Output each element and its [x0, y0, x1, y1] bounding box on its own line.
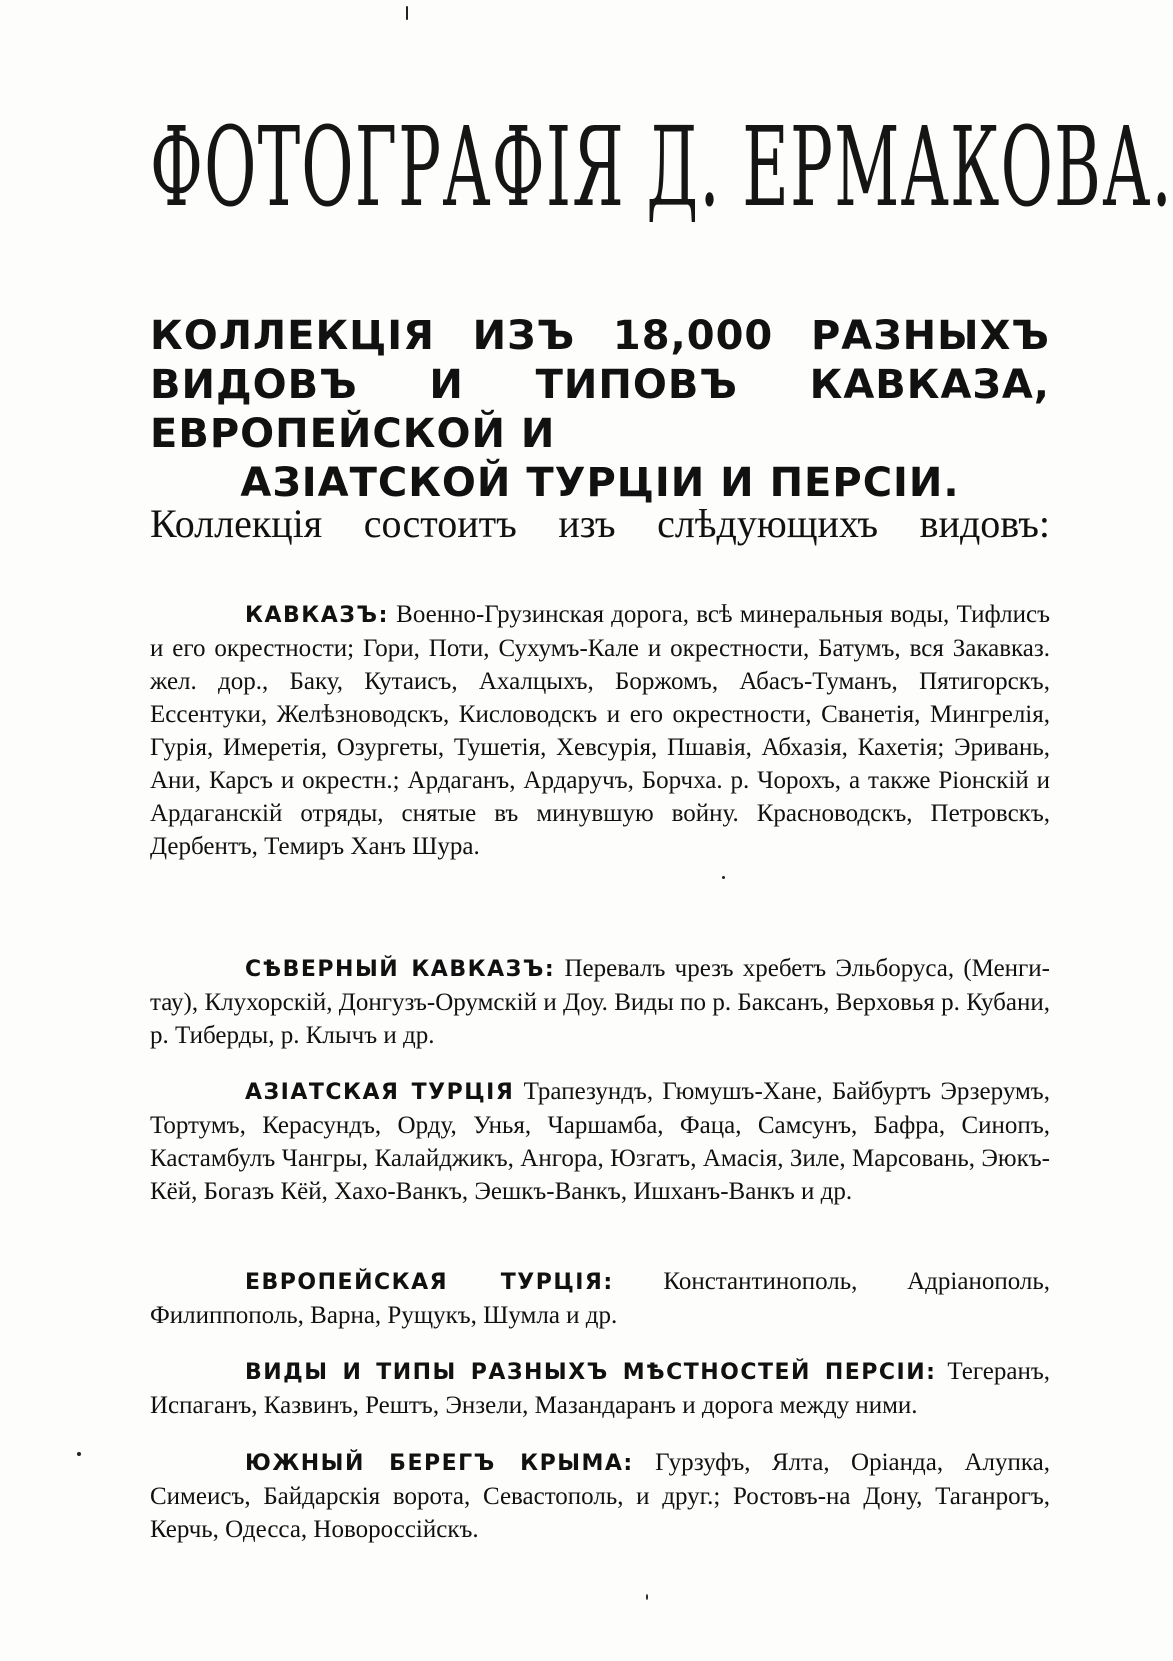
section-text: Перевалъ чрезъ хребетъ Эльборуса, (Менги-тау), Клухорскій, Донгузъ-Орумскій и Доу. Виды по р. Баксанъ, Верховья р. Кубани, р. Тиберды, р. Клычъ и др. [150, 955, 1051, 1049]
section-heading: ВИДЫ И ТИПЫ РАЗНЫХЪ МѢСТНОСТЕЙ ПЕРСІИ: [245, 1360, 937, 1385]
section-text: Гурзуфъ, Ялта, Оріанда, Алупка, Симеисъ, Байдарскія ворота, Севастополь, и друг.; Ростовъ-на Дону, Таганрогъ, Керчь, Одесса, Новороссійскъ. [150, 1449, 1050, 1543]
section-heading: ЮЖНЫЙ БЕРЕГЪ КРЫМА: [245, 1451, 634, 1476]
ink-speck [406, 6, 408, 20]
section-heading: ЕВРОПЕЙСКАЯ ТУРЦІЯ: [245, 1270, 614, 1295]
subtitle-last-line: АЗІАТСКОЙ ТУРЦІИ И ПЕРСІИ. [240, 460, 960, 506]
section-persia [150, 1355, 1050, 1422]
section-crimea [150, 1446, 1050, 1546]
section-text: Трапезундъ, Гюмушъ-Хане, Байбуртъ Эрзерумъ, Тортумъ, Керасундъ, Орду, Унья, Чаршамба, Фаца, Самсунъ, Бафра, Синопъ, Кастамбулъ Чангры, Калайджикъ, Ангора, Юзгатъ, Амасія, Зиле, Марсовань, Эюкъ-Кёй, Богазъ Кёй, Хахо-Ванкъ, Эешкъ-Ванкъ, Ишханъ-Ванкъ и др. [150, 1078, 1050, 1205]
subtitle-main: КОЛЛЕКЦІЯ ИЗЪ 18,000 РАЗНЫХЪ ВИДОВЪ И ТИПОВЪ КАВКАЗА, ЕВРОПЕЙСКОЙ И [150, 313, 1050, 457]
ink-speck [646, 1594, 648, 1600]
collection-subtitle [150, 312, 1050, 508]
section-asian-turkey [150, 1075, 1050, 1208]
section-text: Тегеранъ, Испаганъ, Казвинъ, Рештъ, Энзели, Мазандаранъ и дорога между ними. [150, 1358, 1050, 1419]
section-text: Константинополь, Адріанополь, Филиппополь, Варна, Рущукъ, Шумла и др. [150, 1268, 1050, 1329]
section-caucasus [150, 598, 1050, 863]
section-heading: СѢВЕРНЫЙ КАВКАЗЪ: [245, 957, 556, 982]
collection-intro: Коллекція состоитъ изъ слѣдующихъ видовъ: [150, 501, 1050, 546]
section-heading: КАВКАЗЪ: [245, 603, 389, 628]
ink-speck [722, 876, 725, 879]
section-text: Военно-Грузинская дорога, всѣ минеральныя воды, Тифлисъ и его окрестности; Гори, Поти, Сухумъ-Кале и окрестности, Батумъ, вся Закавказ. жел. дор., Баку, Кутаисъ, Ахалцыхъ, Боржомъ, Абасъ-Туманъ, Пятигорскъ, Ессентуки, Желѣзноводскъ, Кисловодскъ и его окрестности, Сванетія, Мингрелія, Гурія, Имеретія, Озургеты, Тушетія, Хевсурія, Пшавія, Абхазія, Кахетія; Эривань, Ани, Карсъ и окрестн.; Ардаганъ, Ардаручъ, Борчха. р. Чорохъ, а также Ріонскій и Ардаганскій отряды, снятые въ минувшую войну. Красноводскъ, Петровскъ, Дербентъ, Темиръ Ханъ Шура. [150, 601, 1051, 860]
section-north-caucasus [150, 952, 1050, 1052]
title-text: ФОТОГРАФІЯ Д. ЕРМАКОВА. [150, 103, 1173, 231]
ink-speck [77, 1452, 81, 1456]
page-title [150, 92, 1173, 242]
section-european-turkey [150, 1265, 1050, 1332]
section-heading: АЗІАТСКАЯ ТУРЦІЯ [245, 1080, 515, 1105]
